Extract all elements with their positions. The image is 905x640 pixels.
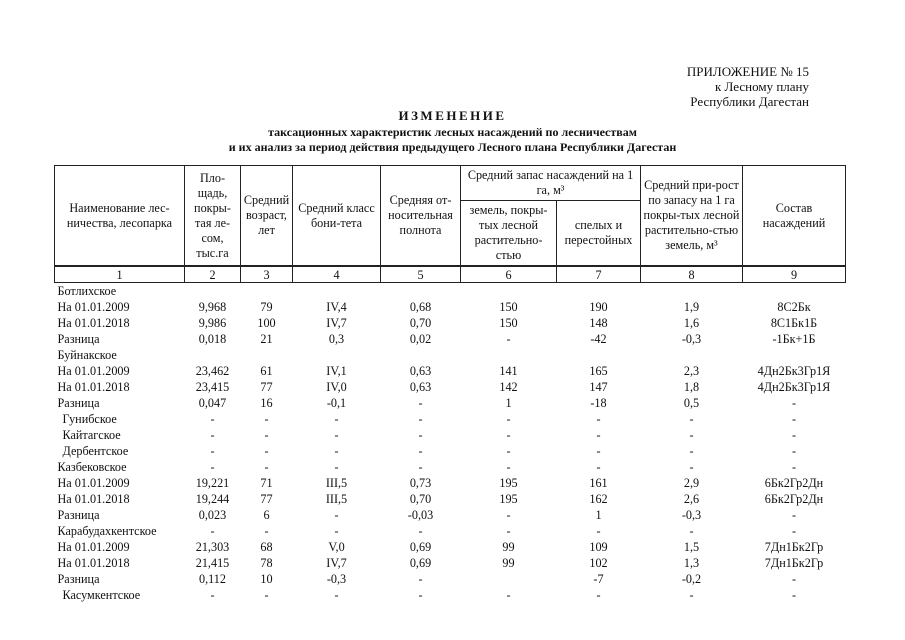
table-row [55,395,846,411]
table-cell [293,283,381,300]
table-cell [185,347,241,363]
column-number: 1 [55,266,185,283]
table-row [55,411,846,427]
table-cell [241,347,293,363]
row-name-cell: На 01.01.2018 [57,556,130,570]
appendix-number: ПРИЛОЖЕНИЕ № 15 [686,64,809,79]
table-cell: 19,221 [195,476,230,490]
table-cell: 102 [589,556,608,570]
table-cell: 161 [589,476,608,490]
table-row [55,315,846,331]
table-cell [743,347,846,363]
table-cell [461,283,557,300]
table-cell: - [689,444,694,458]
table-cell [461,571,557,587]
table-cell: 109 [589,540,608,554]
header-stock-group: Средний запас насаждений на 1 га, м³ [461,166,641,201]
table-cell [241,283,293,300]
column-number: 7 [557,266,641,283]
row-name-cell: Казбековское [57,460,127,474]
row-name-cell: Разница [57,332,100,346]
table-cell: IV,4 [326,300,347,314]
table-cell: -0,3 [681,508,702,522]
row-name-cell: На 01.01.2009 [57,476,130,490]
table-cell: - [506,588,511,602]
table-cell: 0,5 [683,396,700,410]
table-cell: 78 [260,556,273,570]
table-cell: 162 [589,492,608,506]
table-cell: - [506,444,511,458]
row-name-cell: На 01.01.2018 [57,492,130,506]
table-row [55,427,846,443]
document-subtitle [0,125,905,155]
table-cell: 7Дн1Бк2Гр [764,556,824,570]
table-cell: - [596,524,601,538]
column-number: 2 [185,266,241,283]
table-cell: - [334,460,339,474]
table-cell: V,0 [328,540,345,554]
table-cell: 68 [260,540,273,554]
table-cell: - [418,412,423,426]
table-cell: - [264,444,269,458]
table-cell: - [506,460,511,474]
column-number: 9 [743,266,846,283]
table-cell: 2,6 [683,492,700,506]
table-cell: 0,68 [409,300,432,314]
subtitle-line-2: и их анализ за период действия предыдущего Лесного плана Республики Дагестан [228,140,677,154]
table-cell: - [264,524,269,538]
table-cell: 9,968 [198,300,227,314]
header-stock-mature: спелых и перестойных [557,201,641,267]
row-name-cell: Разница [57,572,100,586]
table-cell: - [596,444,601,458]
table-cell: 77 [260,380,273,394]
document-title: ИЗМЕНЕНИЕ [398,108,507,123]
table-cell: - [210,428,215,442]
table-cell: - [506,332,511,346]
table-cell: 77 [260,492,273,506]
table-row [55,283,846,300]
header-density: Средняя от-носительная полнота [381,166,461,267]
table-cell: - [210,524,215,538]
row-name-cell: На 01.01.2018 [57,380,130,394]
table-row [55,539,846,555]
table-cell: 1,6 [683,316,700,330]
table-cell: - [334,444,339,458]
row-name-cell: Дербентское [62,444,129,458]
column-number: 6 [461,266,557,283]
table-cell: 100 [257,316,276,330]
table-cell: 6Бк2Гр2Дн [764,492,824,506]
table-cell: - [791,572,797,586]
table-cell [185,283,241,300]
header-composition: Состав насаждений [743,166,846,267]
table-cell: - [418,444,423,458]
row-name-cell: Карабудахкентское [57,524,157,538]
table-row [55,331,846,347]
table-cell: 0,73 [409,476,432,490]
appendix-region: Республики Дагестан [690,94,809,109]
table-cell: 0,63 [409,380,432,394]
table-cell: - [418,396,423,410]
table-cell: 0,02 [409,332,432,346]
table-cell: 0,69 [409,540,432,554]
table-cell: 79 [260,300,273,314]
table-cell: -0,03 [407,508,434,522]
table-cell [743,283,846,300]
table-cell: 61 [260,364,273,378]
table-cell: 4Дн2Бк3Гр1Я [757,380,831,394]
table-cell: 21 [260,332,273,346]
table-row [55,475,846,491]
table-cell: - [334,412,339,426]
table-cell: 142 [499,380,518,394]
table-cell: 1 [595,508,602,522]
subtitle-line-1: таксационных характеристик лесных насаждений по лесничествам [268,125,637,139]
table-cell [557,283,641,300]
table-cell: - [791,460,797,474]
table-cell: 2,3 [683,364,700,378]
table-cell: 1,9 [683,300,700,314]
table-cell: - [334,588,339,602]
table-cell: 0,112 [199,572,226,586]
header-growth: Средний при-рост по запасу на 1 га покры-тых лесной растительно-стью земель, м³ [641,166,743,267]
table-cell: 141 [499,364,518,378]
table-cell: - [264,460,269,474]
table-cell: - [506,524,511,538]
table-cell [461,347,557,363]
table-row [55,587,846,603]
table-cell: -0,1 [326,396,347,410]
column-number-row [55,266,846,283]
table-cell: - [791,412,797,426]
table-row [55,459,846,475]
table-cell: -0,3 [681,332,702,346]
appendix-block [687,64,809,109]
table-cell: 99 [502,556,515,570]
header-age: Средний возраст, лет [241,166,293,267]
table-cell: - [791,444,797,458]
table-cell: 147 [589,380,608,394]
table-cell [381,283,461,300]
row-name-cell: Гунибское [62,412,117,426]
table-cell: - [418,524,423,538]
appendix-reference: к Лесному плану [714,79,809,94]
table-cell: - [210,460,215,474]
table-cell: 9,986 [198,316,227,330]
table-cell: 150 [499,316,518,330]
table-cell [381,347,461,363]
table-cell: -0,3 [326,572,347,586]
table-row [55,443,846,459]
table-cell: 0,70 [409,316,432,330]
table-cell: - [689,460,694,474]
table-cell: 6 [263,508,270,522]
header-bonitet: Средний класс бони-тета [293,166,381,267]
table-row [55,379,846,395]
table-cell: III,5 [325,476,348,490]
header-area: Пло-щадь, покры-тая ле-сом, тыс.га [185,166,241,267]
row-name-cell: Кайтагское [62,428,121,442]
table-row [55,571,846,587]
table-cell: 1,3 [683,556,700,570]
row-name-cell: Разница [57,508,100,522]
table-cell: - [334,428,339,442]
table-cell: - [506,428,511,442]
table-cell: 19,244 [195,492,230,506]
table-cell: 165 [589,364,608,378]
table-cell: - [689,412,694,426]
table-cell: 7Дн1Бк2Гр [764,540,824,554]
table-cell: 10 [260,572,273,586]
table-cell: - [596,428,601,442]
table-cell: IV,1 [326,364,347,378]
row-name-cell: На 01.01.2009 [57,540,130,554]
table-cell: - [791,396,797,410]
table-cell: 2,9 [683,476,700,490]
table-cell: IV,7 [326,556,347,570]
table-cell: 71 [260,476,273,490]
table-cell: - [791,524,797,538]
table-cell: 23,415 [195,380,230,394]
table-cell: - [418,460,423,474]
table-cell: - [264,428,269,442]
table-cell [641,347,743,363]
table-row [55,299,846,315]
table-row [55,507,846,523]
table-cell: 21,415 [195,556,230,570]
row-name-cell: Разница [57,396,100,410]
row-name-cell: Ботлихское [57,284,117,298]
table-cell: - [418,572,423,586]
table-cell: - [506,412,511,426]
table-cell: 195 [499,476,518,490]
table-cell: - [689,588,694,602]
row-name-cell: На 01.01.2009 [57,364,130,378]
table-cell: - [596,588,601,602]
table-cell: -7 [593,572,604,586]
table-cell: 0,69 [409,556,432,570]
table-cell: - [264,588,269,602]
table-cell: 21,303 [195,540,230,554]
table-cell: IV,7 [326,316,347,330]
row-name-cell: На 01.01.2009 [57,300,130,314]
table-cell: 0,047 [198,396,227,410]
table-cell: -42 [590,332,607,346]
table-row [55,347,846,363]
table-cell: 0,023 [198,508,227,522]
table-cell: 23,462 [195,364,230,378]
table-cell: - [210,444,215,458]
table-cell: 4Дн2Бк3Гр1Я [757,364,831,378]
column-number: 4 [293,266,381,283]
table-cell: - [596,412,601,426]
table-cell: 1 [505,396,512,410]
column-number: 5 [381,266,461,283]
table-body [55,283,846,604]
table-cell: - [334,524,339,538]
table-cell: 1,8 [683,380,700,394]
table-cell: - [791,588,797,602]
table-cell: -0,2 [681,572,702,586]
table-cell: - [264,412,269,426]
column-number: 8 [641,266,743,283]
column-number: 3 [241,266,293,283]
table-cell: 0,018 [198,332,227,346]
table-cell: 148 [589,316,608,330]
table-row [55,491,846,507]
table-cell: - [596,460,601,474]
table-cell: 195 [499,492,518,506]
table-cell: - [791,428,797,442]
table-cell: 150 [499,300,518,314]
table-row [55,363,846,379]
row-name-cell: На 01.01.2018 [57,316,130,330]
table-row [55,555,846,571]
table-cell [293,347,381,363]
table-cell: -1Бк+1Б [772,332,816,346]
table-cell: III,5 [325,492,348,506]
table-cell: 6Бк2Гр2Дн [764,476,824,490]
row-name-cell: Касумкентское [62,588,141,602]
table-cell: - [210,412,215,426]
table-cell: 8С2Бк [777,300,811,314]
table-cell: - [210,588,215,602]
forest-stand-table [54,165,846,603]
table-cell: 1,5 [683,540,700,554]
table-cell: 16 [260,396,273,410]
table-cell: - [418,428,423,442]
table-cell: -18 [590,396,607,410]
table-cell: 99 [502,540,515,554]
table-cell [641,283,743,300]
header-name: Наименование лес-ничества, лесопарка [55,166,185,267]
table-cell: - [334,508,339,522]
table-cell: - [689,428,694,442]
header-stock-forest: земель, покры-тых лесной растительно-стью [461,201,557,267]
table-cell: IV,0 [326,380,347,394]
table-cell: - [791,508,797,522]
table-cell: 190 [589,300,608,314]
table-cell: 0,70 [409,492,432,506]
table-cell: - [689,524,694,538]
row-name-cell: Буйнакское [57,348,117,362]
table-cell: 0,63 [409,364,432,378]
table-row [55,523,846,539]
table-cell [557,347,641,363]
table-cell: - [418,588,423,602]
table-cell: - [506,508,511,522]
table-cell: 8С1Бк1Б [770,316,818,330]
table-cell: 0,3 [328,332,345,346]
